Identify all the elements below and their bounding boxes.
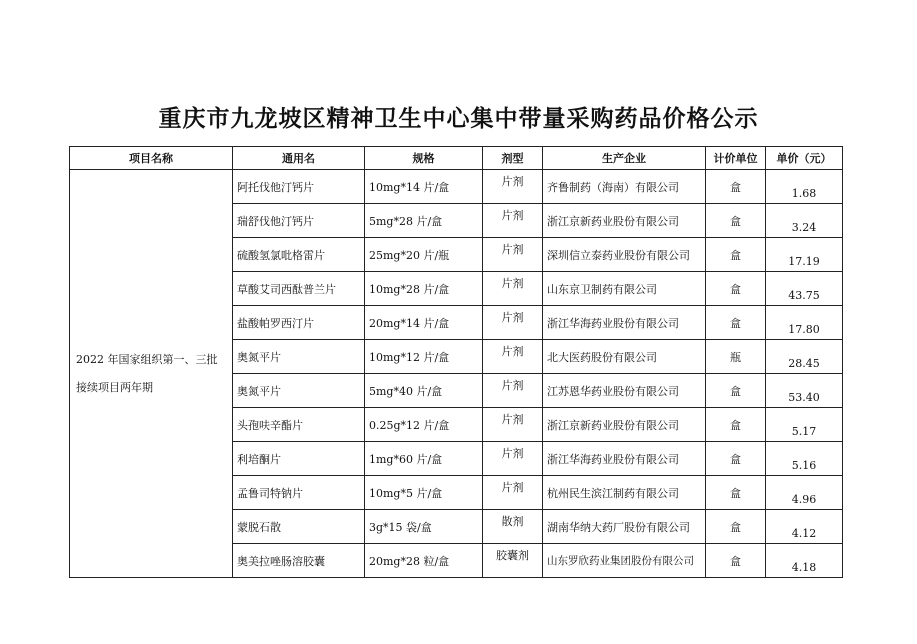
form-cell: 片剂 — [483, 442, 543, 476]
spec-cell: 25mg*20 片/瓶 — [365, 238, 483, 272]
form-cell: 胶囊剂 — [483, 544, 543, 578]
manufacturer-cell: 山东京卫制药有限公司 — [543, 272, 706, 306]
header-price: 单价（元） — [766, 147, 843, 170]
header-unit: 计价单位 — [706, 147, 766, 170]
spec-cell: 5mg*40 片/盒 — [365, 374, 483, 408]
generic-name-cell: 利培酮片 — [233, 442, 365, 476]
form-cell: 片剂 — [483, 238, 543, 272]
form-cell: 散剂 — [483, 510, 543, 544]
generic-name-cell: 瑞舒伐他汀钙片 — [233, 204, 365, 238]
header-spec: 规格 — [365, 147, 483, 170]
manufacturer-cell: 湖南华纳大药厂股份有限公司 — [543, 510, 706, 544]
unit-cell: 盒 — [706, 238, 766, 272]
manufacturer-cell: 浙江京新药业股份有限公司 — [543, 408, 706, 442]
header-project: 项目名称 — [70, 147, 233, 170]
form-cell: 片剂 — [483, 306, 543, 340]
spec-cell: 10mg*14 片/盒 — [365, 170, 483, 204]
manufacturer-cell: 深圳信立泰药业股份有限公司 — [543, 238, 706, 272]
form-cell: 片剂 — [483, 204, 543, 238]
price-cell: 17.80 — [766, 306, 843, 340]
spec-cell: 1mg*60 片/盒 — [365, 442, 483, 476]
manufacturer-cell: 浙江华海药业股份有限公司 — [543, 442, 706, 476]
unit-cell: 盒 — [706, 306, 766, 340]
generic-name-cell: 草酸艾司西酞普兰片 — [233, 272, 365, 306]
manufacturer-cell: 北大医药股份有限公司 — [543, 340, 706, 374]
form-cell: 片剂 — [483, 340, 543, 374]
price-table — [69, 146, 843, 578]
generic-name-cell: 奥美拉唑肠溶胶囊 — [233, 544, 365, 578]
form-cell: 片剂 — [483, 272, 543, 306]
unit-cell: 盒 — [706, 544, 766, 578]
unit-cell: 盒 — [706, 374, 766, 408]
price-cell: 4.96 — [766, 476, 843, 510]
project-name-cell: 2022 年国家组织第一、三批接续项目两年期 — [70, 170, 233, 578]
price-cell: 53.40 — [766, 374, 843, 408]
unit-cell: 盒 — [706, 442, 766, 476]
spec-cell: 10mg*5 片/盒 — [365, 476, 483, 510]
unit-cell: 盒 — [706, 204, 766, 238]
unit-cell: 盒 — [706, 170, 766, 204]
generic-name-cell: 头孢呋辛酯片 — [233, 408, 365, 442]
unit-cell: 盒 — [706, 272, 766, 306]
generic-name-cell: 盐酸帕罗西汀片 — [233, 306, 365, 340]
generic-name-cell: 硫酸氢氯吡格雷片 — [233, 238, 365, 272]
price-cell: 5.16 — [766, 442, 843, 476]
form-cell: 片剂 — [483, 374, 543, 408]
manufacturer-cell: 山东罗欣药业集团股份有限公司 — [543, 544, 706, 578]
header-form: 剂型 — [483, 147, 543, 170]
manufacturer-cell: 浙江华海药业股份有限公司 — [543, 306, 706, 340]
unit-cell: 盒 — [706, 476, 766, 510]
generic-name-cell: 奥氮平片 — [233, 340, 365, 374]
spec-cell: 0.25g*12 片/盒 — [365, 408, 483, 442]
generic-name-cell: 蒙脱石散 — [233, 510, 365, 544]
table-row — [70, 170, 843, 204]
spec-cell: 20mg*28 粒/盒 — [365, 544, 483, 578]
generic-name-cell: 孟鲁司特钠片 — [233, 476, 365, 510]
spec-cell: 3g*15 袋/盒 — [365, 510, 483, 544]
manufacturer-cell: 浙江京新药业股份有限公司 — [543, 204, 706, 238]
form-cell: 片剂 — [483, 476, 543, 510]
form-cell: 片剂 — [483, 408, 543, 442]
header-manufacturer: 生产企业 — [543, 147, 706, 170]
header-generic-name: 通用名 — [233, 147, 365, 170]
form-cell: 片剂 — [483, 170, 543, 204]
spec-cell: 10mg*28 片/盒 — [365, 272, 483, 306]
price-cell: 43.75 — [766, 272, 843, 306]
generic-name-cell: 阿托伐他汀钙片 — [233, 170, 365, 204]
price-cell: 4.12 — [766, 510, 843, 544]
header-row — [70, 147, 843, 170]
page-title: 重庆市九龙坡区精神卫生中心集中带量采购药品价格公示 — [158, 106, 759, 132]
unit-cell: 瓶 — [706, 340, 766, 374]
manufacturer-cell: 杭州民生滨江制药有限公司 — [543, 476, 706, 510]
table-body — [70, 170, 843, 578]
price-cell: 4.18 — [766, 544, 843, 578]
price-cell: 3.24 — [766, 204, 843, 238]
unit-cell: 盒 — [706, 510, 766, 544]
unit-cell: 盒 — [706, 408, 766, 442]
price-cell: 28.45 — [766, 340, 843, 374]
manufacturer-cell: 江苏恩华药业股份有限公司 — [543, 374, 706, 408]
price-cell: 17.19 — [766, 238, 843, 272]
generic-name-cell: 奥氮平片 — [233, 374, 365, 408]
spec-cell: 10mg*12 片/盒 — [365, 340, 483, 374]
price-cell: 1.68 — [766, 170, 843, 204]
price-cell: 5.17 — [766, 408, 843, 442]
manufacturer-cell: 齐鲁制药（海南）有限公司 — [543, 170, 706, 204]
spec-cell: 20mg*14 片/盒 — [365, 306, 483, 340]
spec-cell: 5mg*28 片/盒 — [365, 204, 483, 238]
